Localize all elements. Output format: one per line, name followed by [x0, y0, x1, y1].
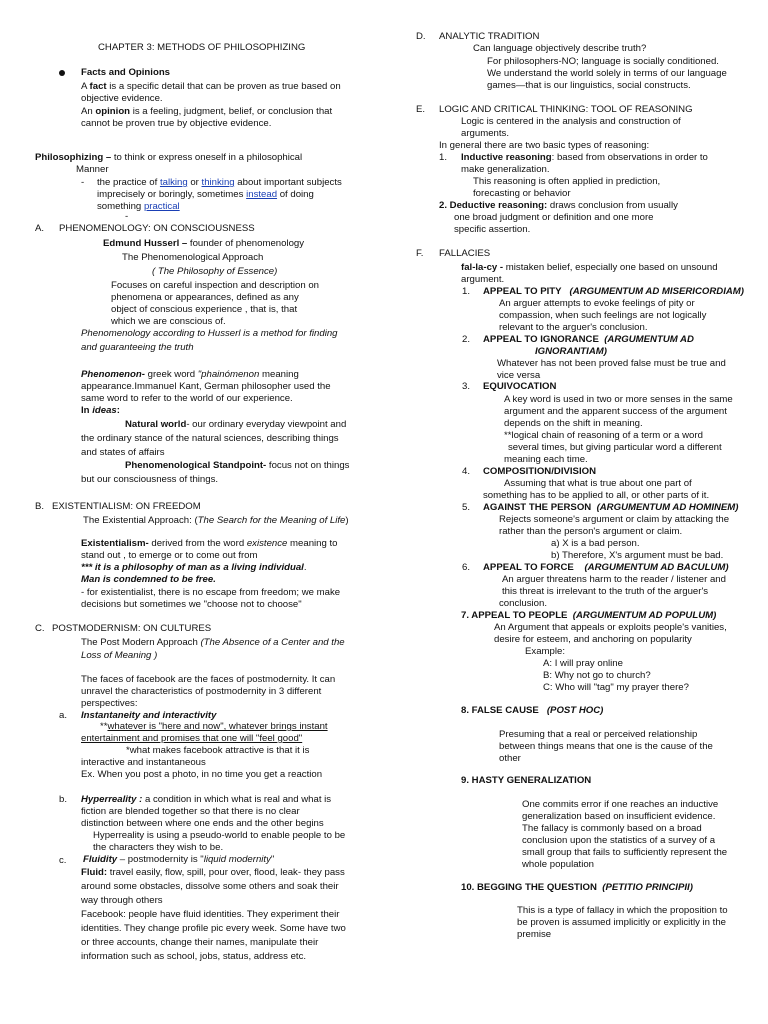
analytic-answer3: games—that is our linguistics, social constructs.	[487, 80, 691, 91]
fallacy-4-line1: Assuming that what is true about one part of	[504, 478, 692, 489]
fallacy-definition-line2: argument.	[461, 274, 505, 285]
in-ideas-label	[81, 405, 120, 417]
practical-link[interactable]: practical	[143, 201, 180, 212]
fallacy-5-latin: (ARGUMENTUM AD HOMINEM)	[596, 502, 739, 513]
phenomenon-line2: appearance.Immanuel Kant, German philosopher used the	[81, 381, 331, 392]
analytic-answer1: For philosophers-NO; language is socially conditioned.	[487, 56, 719, 67]
bullet-text-post: about important subjects	[234, 177, 342, 188]
bullet-text-pre: the practice of	[97, 177, 160, 188]
item-b-label: b.	[59, 794, 68, 805]
opinion-post: is a feeling, judgment, belief, or conclusion that	[130, 106, 333, 117]
instantaneity-line1	[100, 721, 328, 733]
fallacy-2-number: 2.	[462, 334, 471, 345]
hyperreality-line4: Hyperreality is using a pseudo-world to enable people to be	[93, 830, 346, 841]
fallacy-4-number: 4.	[462, 466, 471, 477]
fallacy-10-line2: be proven is assumed implicitly or explicitly in the	[517, 917, 727, 928]
existential-approach-pre: The Existential Approach: (	[83, 515, 198, 526]
hyperreality-def: a condition in which what is real and what is	[142, 794, 332, 805]
fallacy-7-example-b: B: Why not go to church?	[543, 670, 651, 681]
fallacy-8-latin: (POST HOC)	[546, 705, 604, 716]
phenomenon-line3: same word to refer to the world of our experience.	[81, 393, 293, 404]
chapter-title: CHAPTER 3: METHODS OF PHILOSOPHIZING	[98, 42, 306, 53]
postmodern-approach-line2: Loss of Meaning )	[81, 650, 158, 661]
facebook-line4: information such as school, jobs, status, address etc.	[81, 951, 307, 962]
phenomenon-meaning: meaning	[259, 369, 299, 380]
opinion-definition-line2: cannot be proven true by objective evidence.	[81, 118, 272, 129]
fallacy-6-line2: this threat is irrelevant to the truth of the arguer's	[502, 586, 709, 597]
fallacy-1-number: 1.	[462, 286, 471, 297]
fallacy-5-line4: b) Therefore, X's argument must be bad.	[551, 550, 724, 561]
existentialism-line5: - for existentialist, there is no escape from freedom; we make	[81, 587, 341, 598]
postmodern-approach-pre: The Post Modern Approach	[81, 637, 201, 648]
fallacy-1-title: APPEAL TO PITY	[483, 286, 562, 297]
opinion-pre: An	[81, 106, 96, 117]
existential-approach	[83, 515, 349, 527]
husserl-name: Edmund Husserl –	[103, 238, 188, 249]
instantaneity-example: Ex. When you post a photo, in no time you get a reaction	[81, 769, 323, 780]
postmodern-approach	[81, 637, 345, 649]
item-a-label: a.	[59, 710, 68, 721]
instantaneity-line2: entertainment and promises that one will "feel good"	[81, 733, 303, 744]
inductive-def: : based from observations in order to	[551, 152, 708, 163]
fallacy-5-line2: rather than the person's argument or claim.	[499, 526, 683, 537]
standpoint-def: focus not on things	[266, 460, 350, 471]
logic-line3: In general there are two basic types of reasoning:	[439, 140, 650, 151]
natural-world-term: Natural world	[125, 419, 187, 430]
fallacy-1-heading	[483, 286, 744, 298]
instead-link[interactable]: instead	[246, 189, 278, 200]
logic-line2: arguments.	[461, 128, 509, 139]
fallacy-7-title: 7. APPEAL TO PEOPLE	[461, 610, 568, 621]
inductive-line2: make generalization.	[461, 164, 550, 175]
existentialism-line6: decisions but sometimes we "choose not to choose"	[81, 599, 302, 610]
fallacy-1-latin: (ARGUMENTUM AD MISERICORDIAM)	[569, 286, 744, 297]
fallacy-3-number: 3.	[462, 381, 471, 392]
section-c-heading: POSTMODERNISM: ON CULTURES	[52, 623, 212, 634]
instantaneity-line1-text: whatever is "here and now", whatever brings instant	[107, 721, 328, 732]
bullet2-post: of doing	[277, 189, 314, 200]
logic-line1: Logic is centered in the analysis and construction of	[461, 116, 681, 127]
philosophizing-definition	[35, 152, 302, 164]
fluid-def: travel easily, flow, spill, pour over, flood, leak- they pass	[107, 867, 345, 878]
deductive-line2: one broad judgment or definition and one more	[454, 212, 654, 223]
section-a-label: A.	[35, 223, 45, 234]
section-a-heading: PHENOMENOLOGY: ON CONSCIOUSNESS	[59, 223, 255, 234]
bullet2-pre: imprecisely or boringly, sometimes	[97, 189, 247, 200]
fallacy-5-heading	[483, 502, 739, 514]
focus-line3: object of conscious experience , that is, that	[111, 304, 298, 315]
fallacy-6-line1: An arguer threatens harm to the reader / listener and	[502, 574, 726, 585]
fallacy-definition	[461, 262, 718, 274]
philosophizing-bullet-line3	[97, 201, 180, 213]
bullet-text-or: or	[187, 177, 202, 188]
fallacy-1-line3: relevant to the arguer's conclusion.	[499, 322, 648, 333]
fact-definition	[81, 81, 341, 93]
focus-line1: Focuses on careful inspection and description on	[111, 280, 319, 291]
fluid-line3: way through others	[81, 895, 163, 906]
fact-definition-line2: objective evidence.	[81, 93, 163, 104]
fallacy-2-heading	[483, 334, 694, 346]
phenomenon-term: Phenomenon-	[81, 369, 145, 380]
fallacy-10-heading	[461, 882, 693, 894]
focus-line4: which we are conscious of.	[111, 316, 226, 327]
fallacy-2-line2: vice versa	[497, 370, 541, 381]
instantaneity-heading: Instantaneity and interactivity	[81, 710, 217, 721]
instantaneity-stars: **	[100, 721, 108, 732]
fallacy-5-number: 5.	[462, 502, 471, 513]
fluidity-def: – postmodernity is "	[117, 854, 204, 865]
natural-world-line3: and states of affairs	[81, 447, 165, 458]
philosophizing-bullet-line2	[97, 189, 314, 201]
existential-approach-title: The Search for the Meaning of Life	[197, 515, 346, 526]
fallacy-9-line3: The fallacy is commonly based on a broad	[522, 823, 702, 834]
phenomenon-greek: "phainómenon	[197, 369, 260, 380]
existentialism-term: Existentialism-	[81, 538, 149, 549]
in-ideas-post: :	[116, 405, 120, 416]
fallacy-2-line1: Whatever has not been proved false must be true and	[497, 358, 726, 369]
fallacy-7-example-label: Example:	[525, 646, 565, 657]
section-f-label: F.	[416, 248, 424, 259]
existentialism-word: existence	[246, 538, 288, 549]
section-b-heading: EXISTENTIALISM: ON FREEDOM	[52, 501, 201, 512]
fallacy-7-line1: An Argument that appeals or exploits people's vanities,	[494, 622, 727, 633]
fallacy-10-line1: This is a type of fallacy in which the proposition to	[517, 905, 728, 916]
natural-world-def: - our ordinary everyday viewpoint and	[186, 419, 347, 430]
fallacy-6-latin: (ARGUMENTUM AD BACULUM)	[584, 562, 729, 573]
fallacy-def: mistaken belief, especially one based on unsound	[503, 262, 718, 273]
natural-world-line2: the ordinary stance of the natural sciences, describing things	[81, 433, 339, 444]
fallacy-8-line2: between things means that one is the cause of the	[499, 741, 713, 752]
fallacy-1-line2: compassion, when such feelings are not logically	[499, 310, 707, 321]
hyperreality-line2: fiction are blended together so that there is no clear	[81, 806, 300, 817]
phenomenological-approach: The Phenomenological Approach	[122, 252, 264, 263]
section-d-label: D.	[416, 31, 426, 42]
deductive-line3: specific assertion.	[454, 224, 531, 235]
fallacy-9-heading: 9. HASTY GENERALIZATION	[461, 775, 592, 786]
instantaneity-line3: *what makes facebook attractive is that it is	[126, 745, 310, 756]
facts-opinions-heading: Facts and Opinions	[81, 67, 171, 78]
section-c-label: C.	[35, 623, 45, 634]
talking-link[interactable]: talking	[159, 177, 188, 188]
existentialism-line2: stand out , to emerge or to come out from	[81, 550, 258, 561]
fluidity-liquid: liquid modernity	[203, 854, 271, 865]
hyperreality-line3: distinction between where one ends and the other begins	[81, 818, 324, 829]
inductive-line1	[461, 152, 708, 164]
natural-world-line1	[125, 419, 346, 431]
thinking-link[interactable]: thinking	[201, 177, 235, 188]
existential-approach-post: )	[345, 515, 349, 526]
deductive-term: 2. Deductive reasoning:	[439, 200, 548, 211]
phenomenon-def: greek word	[144, 369, 198, 380]
existentialism-line3-text: *** it is a philosophy of man as a living individual	[81, 562, 304, 573]
philosophizing-term: Philosophizing –	[35, 152, 112, 163]
item-c-label: c.	[59, 855, 67, 866]
fallacy-5-line3: a) X is a bad person.	[551, 538, 640, 549]
fluid-line2: around some obstacles, dissolve some others and soak their	[81, 881, 339, 892]
faces-line2: unravel the characteristics of postmodernity in 3 different	[81, 686, 322, 697]
fallacy-2-title: APPEAL TO IGNORANCE	[483, 334, 599, 345]
inductive-number: 1.	[439, 152, 448, 163]
existentialism-line1	[81, 538, 338, 550]
fallacy-3-line5: several times, but giving particular word a different	[508, 442, 722, 453]
instantaneity-line4: interactive and instantaneous	[81, 757, 206, 768]
existentialism-line4: Man is condemned to be free.	[81, 574, 216, 585]
fluidity-line	[83, 854, 274, 866]
fallacy-9-line1: One commits error if one reaches an inductive	[522, 799, 719, 810]
existentialism-def: derived from the word	[148, 538, 247, 549]
fallacy-8-heading	[461, 705, 603, 717]
fallacy-8-line3: other	[499, 753, 521, 764]
fallacy-4-line2: something has to be applied to all, or other parts of it.	[483, 490, 710, 501]
fallacy-3-line3: depends on the shift in meaning.	[504, 418, 643, 429]
fallacy-4-heading: COMPOSITION/DIVISION	[483, 466, 597, 477]
philosophizing-def: to think or express oneself in a philosophical	[111, 152, 303, 163]
fallacy-9-line2: generalization based on insufficient evidence.	[522, 811, 716, 822]
fallacy-3-line1: A key word is used in two or more senses in the same	[504, 394, 733, 405]
husserl-method-line2: and guaranteeing the truth	[81, 342, 194, 353]
fallacy-5-title: AGAINST THE PERSON	[483, 502, 592, 513]
dash-marker: -	[81, 177, 85, 188]
hyperreality-line1	[81, 794, 331, 806]
inductive-term: Inductive reasoning	[461, 152, 552, 163]
fluidity-term: Fluidity	[83, 854, 118, 865]
existentialism-line3	[81, 562, 307, 574]
hyperreality-term: Hyperreality :	[81, 794, 143, 805]
faces-line1: The faces of facebook are the faces of postmodernity. It can	[81, 674, 336, 685]
standpoint-line1	[125, 460, 349, 472]
fact-word: fact	[89, 81, 107, 92]
fact-pre: A	[81, 81, 90, 92]
fallacy-8-title: 8. FALSE CAUSE	[461, 705, 539, 716]
in-ideas-word: ideas	[92, 405, 117, 416]
fluid-line1	[81, 867, 345, 879]
husserl-method-line1: Phenomenology according to Husserl is a method for finding	[81, 328, 338, 339]
bullet3-pre: something	[97, 201, 144, 212]
existentialism-post: meaning to	[287, 538, 338, 549]
fallacy-3-line4: **logical chain of reasoning of a term or a word	[504, 430, 703, 441]
philosophizing-def-line2: Manner	[76, 164, 109, 175]
inductive-line3: This reasoning is often applied in prediction,	[473, 176, 661, 187]
fallacy-3-line2: argument and the apparent success of the argument	[504, 406, 727, 417]
phenomenon-line1	[81, 369, 299, 381]
fallacy-6-number: 6.	[462, 562, 471, 573]
fallacy-5-line1: Rejects someone's argument or claim by attacking the	[499, 514, 730, 525]
fluidity-end: "	[270, 854, 275, 865]
fallacy-9-line5: small group that fails to sufficiently represent the	[522, 847, 728, 858]
facebook-line1: Facebook: people have fluid identities. They experiment their	[81, 909, 340, 920]
deductive-line1	[439, 200, 678, 212]
opinion-word: opinion	[95, 106, 131, 117]
dash-marker-2: -	[125, 211, 129, 222]
bullet-icon	[59, 70, 65, 76]
fallacy-7-heading	[461, 610, 716, 622]
fallacy-7-example-c: C: Who will "tag" my prayer there?	[543, 682, 689, 693]
analytic-answer2: We understand the world solely in terms of our language	[487, 68, 727, 79]
analytic-question: Can language objectively describe truth?	[473, 43, 647, 54]
fallacy-2-latin: (ARGUMENTUM AD	[604, 334, 694, 345]
opinion-definition	[81, 106, 332, 118]
section-f-heading: FALLACIES	[439, 248, 491, 259]
standpoint-line2: but our consciousness of things.	[81, 474, 219, 485]
fallacy-3-heading: EQUIVOCATION	[483, 381, 557, 392]
facebook-line2: identities. They change profile pic every week. Some have two	[81, 923, 346, 934]
fallacy-10-latin: (PETITIO PRINCIPII)	[602, 882, 693, 893]
fallacy-10-line3: premise	[517, 929, 552, 940]
facebook-line3: or three accounts, change their names, manipulate their	[81, 937, 319, 948]
philosophy-of-essence: ( The Philosophy of Essence)	[152, 266, 278, 277]
fallacy-9-line6: whole population	[522, 859, 595, 870]
faces-line3: perspectives:	[81, 698, 138, 709]
fallacy-10-title: 10. BEGGING THE QUESTION	[461, 882, 597, 893]
standpoint-term: Phenomenological Standpoint-	[125, 460, 267, 471]
inductive-line4: forecasting or behavior	[473, 188, 571, 199]
fact-post: is a specific detail that can be proven as true based on	[106, 81, 341, 92]
postmodern-approach-title: (The Absence of a Center and the	[200, 637, 345, 648]
fallacy-8-line1: Presuming that a real or perceived relationship	[499, 729, 698, 740]
philosophizing-bullet-line1	[97, 177, 342, 189]
fallacy-6-title: APPEAL TO FORCE	[483, 562, 574, 573]
husserl-line	[103, 238, 304, 250]
fallacy-3-line6: meaning each time.	[504, 454, 588, 465]
fallacy-2-latin-line2: IGNORANTIAM)	[535, 346, 607, 357]
section-e-heading: LOGIC AND CRITICAL THINKING: TOOL OF REASONING	[439, 104, 693, 115]
section-d-heading: ANALYTIC TRADITION	[439, 31, 540, 42]
hyperreality-line5: the characters they wish to be.	[93, 842, 224, 853]
fallacy-6-heading	[483, 562, 729, 574]
fallacy-1-line1: An arguer attempts to evoke feelings of pity or	[499, 298, 695, 309]
fluid-term: Fluid:	[81, 867, 108, 878]
fallacy-6-line3: conclusion.	[499, 598, 547, 609]
fallacy-7-latin: (ARGUMENTUM AD POPULUM)	[572, 610, 717, 621]
section-e-label: E.	[416, 104, 426, 115]
focus-line2: phenomena or appearances, defined as any	[111, 292, 299, 303]
fallacy-7-example-a: A: I will pray online	[543, 658, 623, 669]
deductive-def: draws conclusion from usually	[547, 200, 678, 211]
fallacy-term: fal-la-cy -	[461, 262, 504, 273]
section-b-label: B.	[35, 501, 45, 512]
in-ideas-pre: In	[81, 405, 93, 416]
husserl-desc: founder of phenomenology	[187, 238, 305, 249]
fallacy-9-line4: conclusion upon the statistics of a survey of a	[522, 835, 716, 846]
fallacy-7-line2: desire for esteem, and anchoring on popularity	[494, 634, 692, 645]
existentialism-line3-dot: .	[303, 562, 307, 573]
